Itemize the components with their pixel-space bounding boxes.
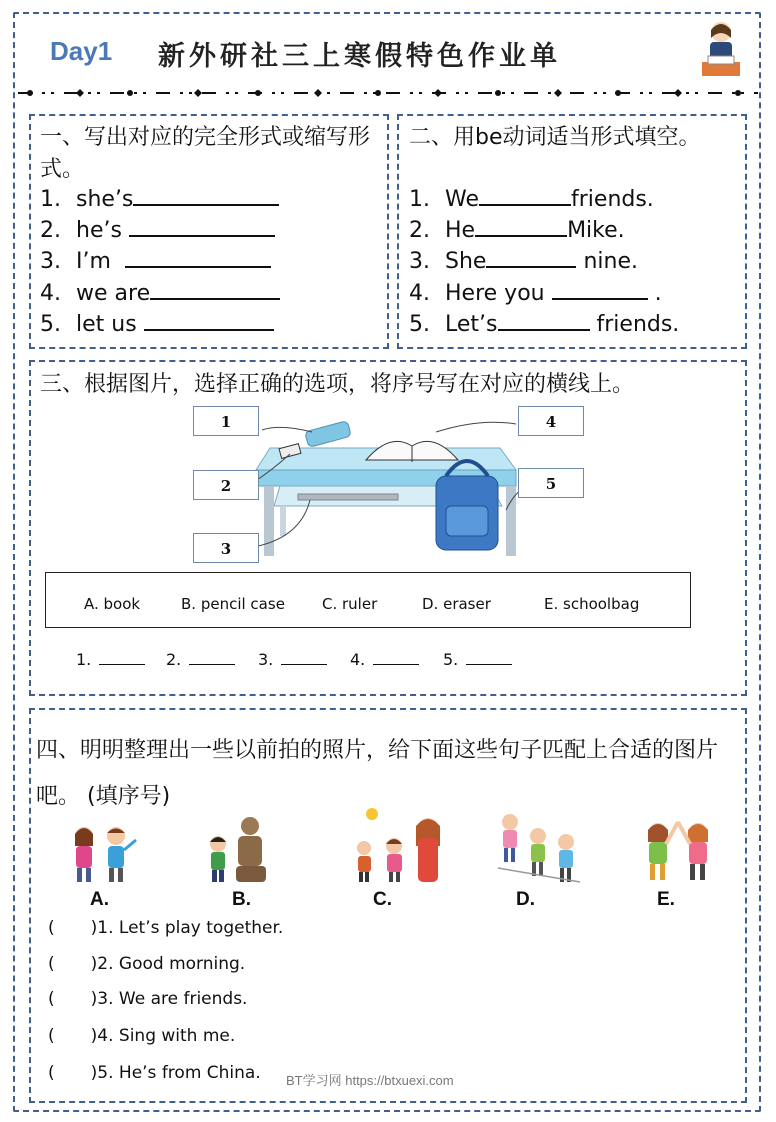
answer-blank[interactable] (125, 248, 271, 268)
section2-title: 二、用be动词适当形式填空。 (409, 125, 701, 150)
label-box-1: 1 (193, 406, 259, 436)
item-number: 1. (40, 187, 61, 212)
desk-illustration (250, 410, 540, 560)
kids-singing-picture (64, 822, 144, 886)
sentence-4 (48, 1026, 235, 1046)
s2-item-2 (409, 217, 625, 245)
item-number: 3. (409, 249, 430, 274)
label-box-4: 4 (518, 406, 584, 436)
item-number: 1. (409, 187, 430, 212)
options-box (45, 572, 691, 628)
family-morning-picture (350, 806, 450, 886)
sentence-number: )4. (90, 1026, 114, 1046)
picture-label-b: B. (232, 889, 251, 910)
answer-line[interactable] (373, 652, 419, 665)
item-before: She (445, 249, 487, 274)
sentence-number: )5. (90, 1063, 114, 1083)
s1-item-2 (40, 217, 275, 245)
answer-3 (258, 650, 327, 669)
section1-title: 一、写出对应的完全形式或缩写形式。 (40, 125, 371, 182)
item-text: she’s (76, 187, 134, 212)
sentence-1 (48, 918, 283, 938)
sentence-number: )3. (90, 989, 114, 1009)
answer-blank[interactable] (144, 311, 274, 331)
s1-item-5 (40, 311, 274, 339)
answer-line[interactable] (189, 652, 235, 665)
open-paren: ( (48, 1063, 55, 1083)
picture-label-c: C. (373, 889, 392, 910)
sentence-3 (48, 989, 247, 1009)
boy-terracotta-picture (204, 814, 274, 886)
watermark: BT学习网 https://btxuexi.com (286, 1073, 454, 1088)
label-box-5: 5 (518, 468, 584, 498)
s2-item-5 (409, 311, 679, 339)
answer-line[interactable] (99, 652, 145, 665)
sentence-text: He’s from China. (118, 1063, 261, 1083)
answer-number: 2. (166, 650, 182, 669)
section3-title: 三、根据图片，选择正确的选项，将序号写在对应的横线上。 (40, 372, 635, 397)
answer-4 (350, 650, 419, 669)
item-after: . (654, 281, 662, 306)
sentence-number: )1. (90, 918, 114, 938)
s1-item-1 (40, 186, 279, 214)
picture-label-a: A. (90, 889, 109, 910)
open-paren: ( (48, 918, 55, 938)
item-text: I’m (76, 249, 111, 274)
sentence-text: Sing with me. (118, 1026, 236, 1046)
item-number: 4. (409, 281, 430, 306)
item-number: 4. (40, 281, 61, 306)
answer-blank[interactable] (150, 280, 280, 300)
friends-highfive-picture (636, 816, 720, 886)
s2-item-3 (409, 248, 638, 276)
option-c: C. ruler (322, 595, 378, 613)
sentence-text: Let’s play together. (118, 918, 284, 938)
answer-number: 5. (443, 650, 459, 669)
answer-blank[interactable] (129, 217, 275, 237)
item-after: Mike. (567, 218, 625, 243)
answer-number: 3. (258, 650, 274, 669)
sentence-2 (48, 954, 245, 974)
answer-blank[interactable] (552, 280, 648, 300)
answer-2 (166, 650, 235, 669)
answer-blank[interactable] (486, 248, 576, 268)
item-before: Here you (445, 281, 545, 306)
student-reading-icon (696, 18, 746, 82)
item-text: he’s (76, 218, 122, 243)
open-paren: ( (48, 1026, 55, 1046)
option-d: D. eraser (422, 595, 491, 613)
answer-blank[interactable] (498, 311, 590, 331)
item-number: 3. (40, 249, 61, 274)
open-paren: ( (48, 954, 55, 974)
item-before: Let’s (445, 312, 498, 337)
decorative-divider (18, 84, 758, 102)
sentence-text: We are friends. (118, 989, 248, 1009)
page-title: 新外研社三上寒假特色作业单 (158, 41, 561, 72)
answer-5 (443, 650, 512, 669)
answer-1 (76, 650, 145, 669)
item-after: friends. (571, 187, 654, 212)
item-number: 2. (40, 218, 61, 243)
answer-blank[interactable] (133, 186, 279, 206)
item-after: friends. (596, 312, 680, 337)
item-after: nine. (583, 249, 638, 274)
item-before: He (445, 218, 476, 243)
item-number: 5. (409, 312, 430, 337)
section4-title: 四、明明整理出一些以前拍的照片，给下面这些句子匹配上合适的图片吧。 (填序号) (36, 738, 719, 809)
item-text: we are (76, 281, 151, 306)
s2-item-1 (409, 186, 654, 214)
kids-playing-picture (494, 808, 584, 888)
item-before: We (445, 187, 479, 212)
item-number: 5. (40, 312, 61, 337)
option-a: A. book (84, 595, 141, 613)
item-text: let us (76, 312, 137, 337)
sentence-number: )2. (90, 954, 114, 974)
item-number: 2. (409, 218, 430, 243)
open-paren: ( (48, 989, 55, 1009)
answer-line[interactable] (466, 652, 512, 665)
sentence-text: Good morning. (118, 954, 246, 974)
day-label: Day1 (50, 36, 113, 66)
label-box-3: 3 (193, 533, 259, 563)
option-e: E. schoolbag (544, 595, 640, 613)
s1-item-3 (40, 248, 271, 276)
label-box-2: 2 (193, 470, 259, 500)
answer-blank[interactable] (479, 186, 571, 206)
answer-number: 1. (76, 650, 92, 669)
s2-item-4 (409, 280, 662, 308)
sentence-5 (48, 1063, 261, 1083)
picture-label-e: E. (657, 889, 675, 910)
s1-item-4 (40, 280, 280, 308)
answer-line[interactable] (281, 652, 327, 665)
picture-label-d: D. (516, 889, 535, 910)
answer-blank[interactable] (475, 217, 567, 237)
option-b: B. pencil case (181, 595, 285, 613)
answer-number: 4. (350, 650, 366, 669)
